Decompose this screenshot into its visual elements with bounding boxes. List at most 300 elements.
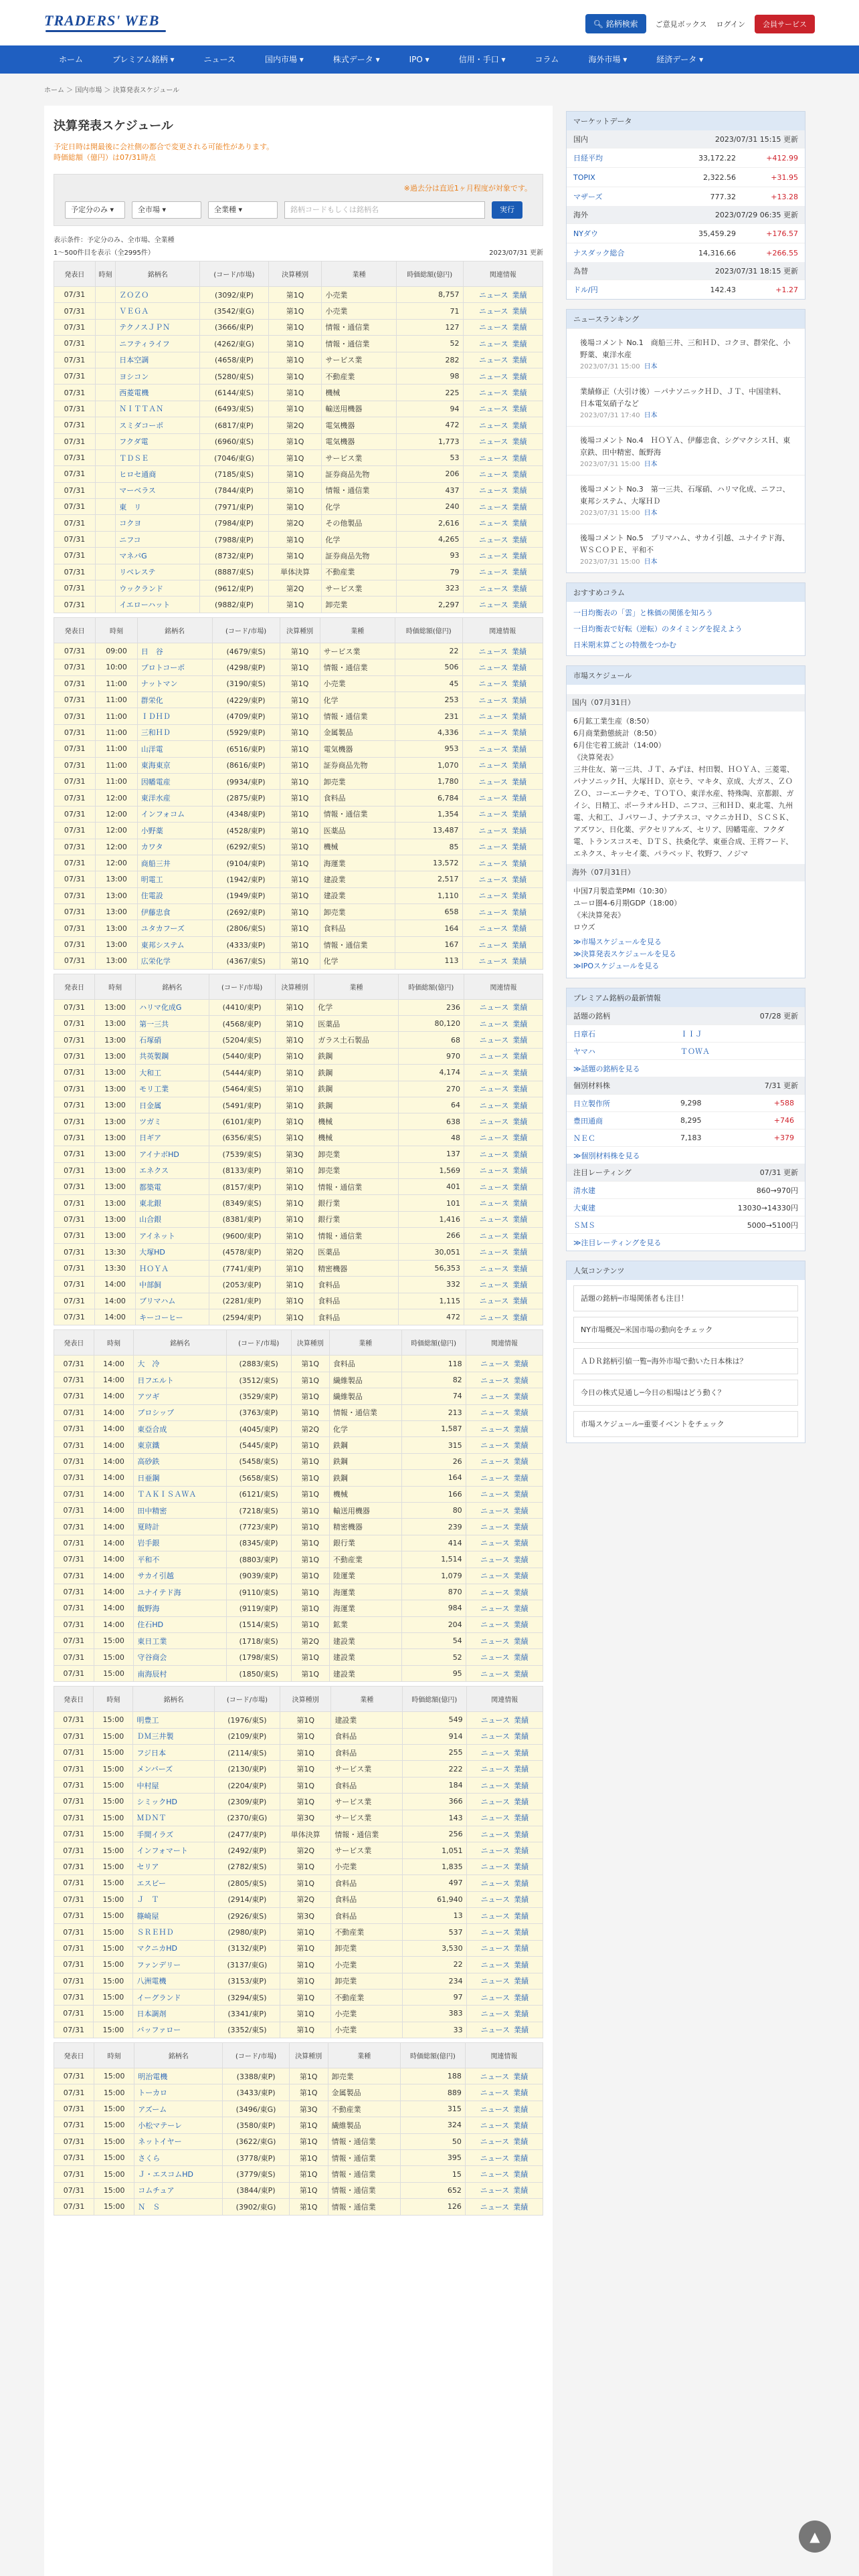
news-link[interactable]: ニュース <box>479 1182 509 1192</box>
news-link[interactable]: ニュース <box>480 1588 510 1597</box>
performance-link[interactable]: 業績 <box>511 843 527 852</box>
stock-name-link[interactable]: Ｎ Ｓ <box>138 2202 161 2212</box>
news-link[interactable]: ニュース <box>479 1297 509 1306</box>
member-service-button[interactable]: 会員サービス <box>755 15 815 33</box>
performance-link[interactable]: 業績 <box>511 956 527 966</box>
news-link[interactable]: ニュース <box>480 1814 510 1823</box>
stock-name-link[interactable]: ＶＥＧＡ <box>119 307 149 316</box>
news-link[interactable]: ニュース <box>478 875 508 884</box>
performance-link[interactable]: 業績 <box>514 1846 529 1856</box>
stock-name-link[interactable]: 東海東京 <box>140 761 171 770</box>
stock-name-link[interactable]: ＴＤＳＥ <box>119 453 149 463</box>
stock-name-link[interactable]: ツガミ <box>139 1117 162 1127</box>
performance-link[interactable]: 業績 <box>514 1830 529 1839</box>
news-link[interactable]: ニュース <box>480 1457 510 1467</box>
performance-link[interactable]: 業績 <box>512 1150 528 1159</box>
news-link[interactable]: ニュース <box>480 1765 510 1774</box>
stock-name-link[interactable]: モリ工業 <box>139 1085 169 1094</box>
performance-link[interactable]: 業績 <box>512 437 527 447</box>
stock-name-link[interactable]: 中部飼 <box>139 1280 162 1289</box>
popular-item[interactable]: ＡＤＲ銘柄引値一覧─海外市場で動いた日本株は？ <box>573 1348 798 1374</box>
performance-link[interactable]: 業績 <box>511 761 527 770</box>
performance-link[interactable]: 業績 <box>513 1572 529 1581</box>
performance-link[interactable]: 業績 <box>513 1555 529 1564</box>
column-link[interactable]: 日米期末算ごとの特徴をつかむ <box>573 641 676 649</box>
stock-name-link[interactable]: 明電工 <box>140 875 163 884</box>
performance-link[interactable]: 業績 <box>512 405 527 414</box>
news-link[interactable]: ニュース <box>478 679 508 689</box>
performance-link[interactable]: 業績 <box>512 1199 528 1208</box>
news-link[interactable]: ニュース <box>479 1166 509 1176</box>
news-link[interactable]: ニュース <box>479 584 508 593</box>
column-link[interactable]: 一目均衡表で好転（逆転）のタイミングを捉えよう <box>573 625 743 633</box>
stock-name-link[interactable]: 明治電機 <box>138 2072 168 2081</box>
news-link[interactable]: ニュース <box>478 924 508 934</box>
stock-name-link[interactable]: 八洲電機 <box>136 1977 167 1986</box>
stock-name-link[interactable]: 東亞合成 <box>137 1424 167 1434</box>
news-link[interactable]: ニュース <box>478 712 508 722</box>
news-link[interactable]: ニュース <box>479 307 508 316</box>
stock-name-link[interactable]: 都築電 <box>139 1182 162 1192</box>
site-logo[interactable]: TRADERS' WEB <box>44 12 170 32</box>
news-link[interactable]: ニュース <box>479 1264 509 1273</box>
stock-name-link[interactable]: ＺＯＺＯ <box>119 290 149 300</box>
popular-item[interactable]: NY市場概況─米国市場の動向をチェック <box>573 1317 798 1343</box>
performance-link[interactable]: 業績 <box>514 1765 529 1774</box>
performance-link[interactable]: 業績 <box>512 1003 528 1012</box>
news-link[interactable]: ニュース <box>478 777 508 786</box>
performance-link[interactable]: 業績 <box>513 2202 529 2212</box>
stock-name-link[interactable]: フジ日本 <box>136 1748 167 1757</box>
performance-link[interactable]: 業績 <box>512 307 527 316</box>
news-link[interactable]: ニュース <box>480 1376 510 1385</box>
news-link[interactable]: ニュース <box>479 339 508 348</box>
news-link[interactable]: ニュース <box>480 1862 510 1872</box>
nav-item[interactable]: 国内市場 ▾ <box>264 55 304 64</box>
execute-button[interactable]: 実行 <box>492 201 522 219</box>
performance-link[interactable]: 業績 <box>513 2072 529 2081</box>
performance-link[interactable]: 業績 <box>511 728 527 738</box>
performance-link[interactable]: 業績 <box>511 924 527 934</box>
performance-link[interactable]: 業績 <box>514 1862 529 1872</box>
performance-link[interactable]: 業績 <box>512 568 527 577</box>
performance-link[interactable]: 業績 <box>511 679 527 689</box>
performance-link[interactable]: 業績 <box>512 290 527 300</box>
kobetsu-stock-link[interactable]: 日立製作所 <box>573 1099 610 1108</box>
stock-name-link[interactable]: 篠崎屋 <box>136 1911 159 1921</box>
stock-name-link[interactable]: 山洋電 <box>140 744 163 754</box>
news-link[interactable]: ニュース <box>479 1101 509 1110</box>
news-link[interactable]: ニュース <box>478 907 508 917</box>
performance-link[interactable]: 業績 <box>512 453 527 463</box>
performance-link[interactable]: 業績 <box>512 1019 528 1029</box>
performance-link[interactable]: 業績 <box>513 1441 529 1451</box>
stock-name-link[interactable]: 飯野海 <box>137 1604 160 1613</box>
performance-link[interactable]: 業績 <box>513 1604 529 1613</box>
news-link[interactable]: ニュース <box>479 568 508 577</box>
stock-name-link[interactable]: マーベラス <box>119 486 156 496</box>
stock-name-link[interactable]: ヒロセ通商 <box>119 469 157 479</box>
topic-stock-link[interactable]: ヤマハ <box>573 1047 595 1056</box>
performance-link[interactable]: 業績 <box>513 1653 529 1662</box>
stock-search-button[interactable] <box>585 14 646 33</box>
news-link[interactable]: ニュース <box>479 453 508 463</box>
news-link[interactable]: ニュース <box>480 1473 510 1483</box>
performance-link[interactable]: 業績 <box>511 744 527 754</box>
stock-name-link[interactable]: アツギ <box>137 1392 160 1401</box>
stock-name-link[interactable]: ウックランド <box>119 584 164 593</box>
rating-stock-link[interactable]: 大東建 <box>573 1203 595 1212</box>
stock-name-link[interactable]: 日金属 <box>139 1101 162 1110</box>
news-link[interactable]: ニュース <box>480 1977 510 1986</box>
performance-link[interactable]: 業績 <box>514 2026 529 2035</box>
nav-item[interactable]: コラム <box>535 55 559 64</box>
breadcrumb[interactable]: ホーム ＞ 国内市場 ＞ 決算発表スケジュール <box>44 87 180 94</box>
performance-link[interactable]: 業績 <box>513 1408 529 1418</box>
performance-link[interactable]: 業績 <box>512 469 527 479</box>
news-link[interactable]: ニュース <box>480 1895 510 1905</box>
performance-link[interactable]: 業績 <box>514 1928 529 1937</box>
stock-name-link[interactable]: 東日工業 <box>137 1636 167 1646</box>
industry-select[interactable]: 全業種 ▾ <box>208 201 278 219</box>
news-link[interactable]: ニュース <box>480 1490 510 1499</box>
performance-link[interactable]: 業績 <box>511 712 527 722</box>
performance-link[interactable]: 業績 <box>512 1036 528 1045</box>
market-name-link[interactable]: ナスダック総合 <box>573 249 625 257</box>
stock-name-link[interactable]: メンバーズ <box>136 1765 173 1774</box>
news-link[interactable]: ニュース <box>478 647 508 656</box>
news-link[interactable]: ニュース <box>480 1960 510 1969</box>
performance-link[interactable]: 業績 <box>514 1879 529 1888</box>
news-link[interactable]: ニュース <box>480 1830 510 1839</box>
performance-link[interactable]: 業績 <box>514 1781 529 1790</box>
news-link[interactable]: ニュース <box>478 891 508 901</box>
news-link[interactable]: ニュース <box>480 2009 510 2018</box>
news-link[interactable]: ニュース <box>479 1199 509 1208</box>
performance-link[interactable]: 業績 <box>514 1911 529 1921</box>
news-link[interactable]: ニュース <box>479 437 508 447</box>
stock-name-link[interactable]: ＳＲＥＨＤ <box>136 1928 174 1937</box>
stock-name-link[interactable]: 山合銀 <box>139 1215 162 1224</box>
stock-name-link[interactable]: 広栄化学 <box>140 956 171 966</box>
stock-name-link[interactable]: イーグランド <box>136 1993 181 2002</box>
performance-link[interactable]: 業績 <box>513 1523 529 1532</box>
stock-name-link[interactable]: ニフティライフ <box>119 339 170 348</box>
stock-name-link[interactable]: キーコーヒー <box>139 1313 183 1322</box>
news-link[interactable]: ニュース <box>479 1068 509 1077</box>
news-link[interactable]: ニュース <box>479 1134 509 1143</box>
news-link[interactable]: ニュース <box>480 1408 510 1418</box>
news-link[interactable]: ニュース <box>478 744 508 754</box>
performance-link[interactable]: 業績 <box>512 323 527 332</box>
news-link[interactable]: ニュース <box>478 843 508 852</box>
news-link[interactable]: ニュース <box>478 728 508 738</box>
news-link[interactable]: ニュース <box>480 1993 510 2002</box>
performance-link[interactable]: 業績 <box>512 551 527 560</box>
performance-link[interactable]: 業績 <box>512 1297 528 1306</box>
news-link[interactable]: ニュース <box>480 2153 510 2163</box>
performance-link[interactable]: 業績 <box>513 2186 529 2195</box>
news-link[interactable]: ニュース <box>479 1003 509 1012</box>
stock-name-link[interactable]: 日本調剤 <box>136 2009 167 2018</box>
performance-link[interactable]: 業績 <box>511 826 527 835</box>
news-link[interactable]: ニュース <box>480 1572 510 1581</box>
stock-name-link[interactable]: セリア <box>136 1862 159 1872</box>
performance-link[interactable]: 業績 <box>511 891 527 901</box>
topic-stock-link[interactable]: ＴＯＷＡ <box>680 1047 710 1056</box>
news-link[interactable]: ニュース <box>480 1846 510 1856</box>
performance-link[interactable]: 業績 <box>511 777 527 786</box>
news-link[interactable]: ニュース <box>480 1506 510 1515</box>
nav-item[interactable]: プレミアム銘柄 ▾ <box>112 55 175 64</box>
performance-link[interactable]: 業績 <box>512 519 527 528</box>
performance-link[interactable]: 業績 <box>512 339 527 348</box>
news-link[interactable]: ニュース <box>478 940 508 950</box>
news-link[interactable]: ニュース <box>479 535 508 544</box>
back-to-top-button[interactable]: ▲ <box>799 2520 831 2553</box>
news-link[interactable]: ニュース <box>479 1248 509 1257</box>
performance-link[interactable]: 業績 <box>513 1360 529 1369</box>
performance-link[interactable]: 業績 <box>512 1231 528 1241</box>
performance-link[interactable]: 業績 <box>512 1280 528 1289</box>
stock-name-link[interactable]: 住石HD <box>137 1620 164 1630</box>
news-link[interactable]: ニュース <box>480 1797 510 1806</box>
stock-name-link[interactable]: プロトコーポ <box>140 663 185 672</box>
news-link[interactable]: ニュース <box>479 1280 509 1289</box>
performance-link[interactable]: 業績 <box>511 695 527 705</box>
performance-link[interactable]: 業績 <box>512 1313 528 1322</box>
performance-link[interactable]: 業績 <box>513 1588 529 1597</box>
stock-name-link[interactable]: 商船三井 <box>140 859 171 868</box>
performance-link[interactable]: 業績 <box>514 1715 529 1725</box>
stock-name-link[interactable]: アイナボHD <box>139 1150 179 1159</box>
performance-link[interactable]: 業績 <box>511 859 527 868</box>
topic-stock-link[interactable]: 日章石 <box>573 1029 595 1039</box>
news-link[interactable]: ニュース <box>480 1732 510 1741</box>
popular-item[interactable]: 今日の株式見通し─今日の相場はどう動く？ <box>573 1380 798 1406</box>
stock-name-link[interactable]: 日フエルト <box>137 1376 174 1385</box>
stock-name-link[interactable]: ＭＤＮＴ <box>136 1814 167 1823</box>
stock-name-link[interactable]: 中村屋 <box>136 1781 159 1790</box>
nav-item[interactable]: ホーム <box>59 55 84 64</box>
stock-name-link[interactable]: 手間イラズ <box>136 1830 174 1839</box>
performance-link[interactable]: 業績 <box>512 372 527 381</box>
performance-link[interactable]: 業績 <box>513 1669 529 1679</box>
period-select[interactable]: 予定分のみ ▾ <box>65 201 125 219</box>
stock-name-link[interactable]: 高砂鉄 <box>137 1457 160 1467</box>
stock-name-link[interactable]: ユタカフーズ <box>140 924 185 934</box>
market-name-link[interactable]: TOPIX <box>573 173 595 182</box>
performance-link[interactable]: 業績 <box>514 1977 529 1986</box>
news-link[interactable]: ニュース <box>480 1441 510 1451</box>
stock-name-link[interactable]: 東洋水産 <box>140 794 171 803</box>
performance-link[interactable]: 業績 <box>511 663 527 672</box>
stock-name-link[interactable]: 第一三共 <box>139 1019 169 1029</box>
stock-name-link[interactable]: コクヨ <box>119 519 142 528</box>
stock-name-link[interactable]: 守谷商会 <box>137 1653 167 1662</box>
news-link[interactable]: ニュース <box>479 1019 509 1029</box>
nav-item[interactable]: 信用・手口 ▾ <box>458 55 506 64</box>
kobetsu-link[interactable]: ≫個別材料株を見る <box>573 1151 640 1160</box>
market-name-link[interactable]: 日経平均 <box>573 154 603 163</box>
news-link[interactable]: ニュース <box>479 389 508 398</box>
stock-name-link[interactable]: ハリマ化成G <box>139 1003 182 1012</box>
news-link[interactable]: ニュース <box>479 290 508 300</box>
opinion-box-link[interactable]: ご意見ボックス <box>655 19 707 29</box>
kobetsu-stock-link[interactable]: ＮＥＣ <box>573 1134 595 1143</box>
ranking-headline[interactable]: 後場コメント No.1 商船三井、三和ＨＤ、コクヨ、群栄化、小野薬、東洋水産 <box>580 338 791 359</box>
news-link[interactable]: ニュース <box>479 1313 509 1322</box>
news-link[interactable]: ニュース <box>479 1085 509 1094</box>
stock-name-link[interactable]: ファンデリー <box>136 1960 181 1969</box>
stock-name-link[interactable]: インフォコム <box>140 810 185 819</box>
news-link[interactable]: ニュース <box>480 1604 510 1613</box>
news-link[interactable]: ニュース <box>480 1879 510 1888</box>
stock-name-link[interactable]: 大和工 <box>139 1068 162 1077</box>
column-link[interactable]: 一目均衡表の「雲」と株価の関係を知ろう <box>573 609 713 617</box>
topic-link[interactable]: ≫話題の銘柄を見る <box>573 1064 640 1073</box>
nav-item[interactable]: IPO ▾ <box>409 55 430 64</box>
news-link[interactable]: ニュース <box>480 1620 510 1630</box>
stock-name-link[interactable]: Ｊ Ｔ <box>136 1895 159 1905</box>
ranking-headline[interactable]: 後場コメント No.5 プリマハム、サカイ引越、ユナイテド海、ＷＳＣＯＰＥ、平和不 <box>580 534 789 554</box>
performance-link[interactable]: 業績 <box>511 875 527 884</box>
stock-name-link[interactable]: スミダコーポ <box>119 421 164 430</box>
nav-item[interactable]: ニュース <box>203 55 235 64</box>
performance-link[interactable]: 業績 <box>512 1068 528 1077</box>
performance-link[interactable]: 業績 <box>513 1539 529 1548</box>
rating-link[interactable]: ≫注目レーティングを見る <box>573 1238 662 1247</box>
performance-link[interactable]: 業績 <box>511 907 527 917</box>
stock-name-link[interactable]: ニフコ <box>119 535 141 544</box>
news-link[interactable]: ニュース <box>479 372 508 381</box>
performance-link[interactable]: 業績 <box>512 1182 528 1192</box>
news-link[interactable]: ニュース <box>480 1928 510 1937</box>
stock-name-link[interactable]: 田中精密 <box>137 1506 167 1515</box>
stock-name-link[interactable]: 南海辰村 <box>137 1669 167 1679</box>
news-link[interactable]: ニュース <box>480 2088 510 2098</box>
news-link[interactable]: ニュース <box>478 761 508 770</box>
stock-name-link[interactable]: 三和ＨＤ <box>140 728 171 738</box>
stock-name-link[interactable]: エスビー <box>136 1879 167 1888</box>
performance-link[interactable]: 業績 <box>513 2153 529 2163</box>
schedule-link[interactable]: ≫市場スケジュールを見る <box>573 938 662 946</box>
performance-link[interactable]: 業績 <box>512 1264 528 1273</box>
news-link[interactable]: ニュース <box>480 1539 510 1548</box>
performance-link[interactable]: 業績 <box>512 356 527 365</box>
market-name-link[interactable]: ドル/円 <box>573 286 598 294</box>
performance-link[interactable]: 業績 <box>514 1960 529 1969</box>
performance-link[interactable]: 業績 <box>513 2170 529 2179</box>
performance-link[interactable]: 業績 <box>513 2105 529 2114</box>
stock-name-link[interactable]: 大塚HD <box>139 1248 165 1257</box>
news-link[interactable]: ニュース <box>479 1215 509 1224</box>
news-link[interactable]: ニュース <box>480 1653 510 1662</box>
performance-link[interactable]: 業績 <box>511 794 527 803</box>
news-link[interactable]: ニュース <box>480 2072 510 2081</box>
stock-name-link[interactable]: アイネット <box>139 1231 176 1241</box>
stock-name-link[interactable]: 群栄化 <box>140 695 163 705</box>
nav-item[interactable]: 経済データ ▾ <box>656 55 704 64</box>
stock-name-link[interactable]: 伊藤忠食 <box>140 907 171 917</box>
performance-link[interactable]: 業績 <box>513 1457 529 1467</box>
performance-link[interactable]: 業績 <box>514 2009 529 2018</box>
performance-link[interactable]: 業績 <box>513 1473 529 1483</box>
news-link[interactable]: ニュース <box>479 1117 509 1127</box>
stock-name-link[interactable]: 日ギア <box>139 1134 162 1143</box>
stock-name-link[interactable]: フクダ電 <box>119 437 149 447</box>
news-link[interactable]: ニュース <box>479 601 508 610</box>
news-link[interactable]: ニュース <box>479 551 508 560</box>
news-link[interactable]: ニュース <box>479 323 508 332</box>
popular-item[interactable]: 話題の銘柄─市場関係者も注目！ <box>573 1285 798 1311</box>
stock-name-link[interactable]: リベレステ <box>119 568 156 577</box>
performance-link[interactable]: 業績 <box>512 584 527 593</box>
news-link[interactable]: ニュース <box>480 2026 510 2035</box>
stock-name-link[interactable]: アズーム <box>138 2105 167 2114</box>
stock-name-link[interactable]: ブリマハム <box>139 1297 176 1306</box>
performance-link[interactable]: 業績 <box>513 2121 529 2130</box>
stock-name-link[interactable]: 小松マテーレ <box>138 2121 182 2130</box>
ranking-headline[interactable]: 後場コメント No.3 第一三共、石塚硝、ハリマ化成、ニフコ、東邦システム、大塚ＨＤ <box>580 485 790 506</box>
news-link[interactable]: ニュース <box>480 1392 510 1401</box>
performance-link[interactable]: 業績 <box>512 1166 528 1176</box>
nav-item[interactable]: 海外市場 ▾ <box>588 55 628 64</box>
stock-name-link[interactable]: さくら <box>138 2153 161 2163</box>
schedule-link[interactable]: ≫IPOスケジュールを見る <box>573 962 660 970</box>
news-link[interactable]: ニュース <box>478 695 508 705</box>
stock-name-link[interactable]: 小野薬 <box>140 826 163 835</box>
stock-name-link[interactable]: 共英製鋼 <box>139 1052 169 1061</box>
news-link[interactable]: ニュース <box>480 2105 510 2114</box>
performance-link[interactable]: 業績 <box>513 1424 529 1434</box>
news-link[interactable]: ニュース <box>479 1052 509 1061</box>
performance-link[interactable]: 業績 <box>514 1732 529 1741</box>
news-link[interactable]: ニュース <box>480 2121 510 2130</box>
popular-item[interactable]: 市場スケジュール─重要イベントをチェック <box>573 1411 798 1437</box>
stock-name-link[interactable]: 東京鐵 <box>137 1441 160 1451</box>
news-link[interactable]: ニュース <box>479 519 508 528</box>
news-link[interactable]: ニュース <box>479 1036 509 1045</box>
stock-name-link[interactable]: 東 リ <box>119 502 142 512</box>
ranking-headline[interactable]: 後場コメント No.4 ＨＯＹＡ、伊藤忠食、シグマクシスＨ、東京鉄、田中精密、飯野海 <box>580 436 791 457</box>
news-link[interactable]: ニュース <box>478 810 508 819</box>
performance-link[interactable]: 業績 <box>512 389 527 398</box>
performance-link[interactable]: 業績 <box>512 1085 528 1094</box>
performance-link[interactable]: 業績 <box>513 1490 529 1499</box>
stock-name-link[interactable]: 大 冷 <box>137 1360 160 1369</box>
performance-link[interactable]: 業績 <box>512 1134 528 1143</box>
performance-link[interactable]: 業績 <box>514 1814 529 1823</box>
stock-name-link[interactable]: シミックHD <box>136 1797 177 1806</box>
news-link[interactable]: ニュース <box>478 956 508 966</box>
performance-link[interactable]: 業績 <box>514 1895 529 1905</box>
performance-link[interactable]: 業績 <box>512 535 527 544</box>
performance-link[interactable]: 業績 <box>513 2088 529 2098</box>
stock-name-link[interactable]: コムチュア <box>138 2186 175 2195</box>
stock-name-link[interactable]: バッファロー <box>136 2026 181 2035</box>
stock-name-link[interactable]: 住電設 <box>140 891 163 901</box>
stock-name-link[interactable]: ＴＡＫＩＳＡＷＡ <box>137 1490 197 1499</box>
stock-name-link[interactable]: 岩手銀 <box>137 1539 160 1548</box>
stock-name-link[interactable]: 日 谷 <box>140 647 163 656</box>
stock-name-link[interactable]: ブロシップ <box>137 1408 175 1418</box>
performance-link[interactable]: 業績 <box>513 2137 529 2147</box>
nav-item[interactable]: 株式データ ▾ <box>332 55 380 64</box>
ranking-headline[interactable]: 業績修正（大引け後）－パナソニックＨＤ、ＪＴ、中国塗料、日本電気硝子など <box>580 387 786 408</box>
stock-name-link[interactable]: 西菱電機 <box>119 389 149 398</box>
news-link[interactable]: ニュース <box>480 1555 510 1564</box>
